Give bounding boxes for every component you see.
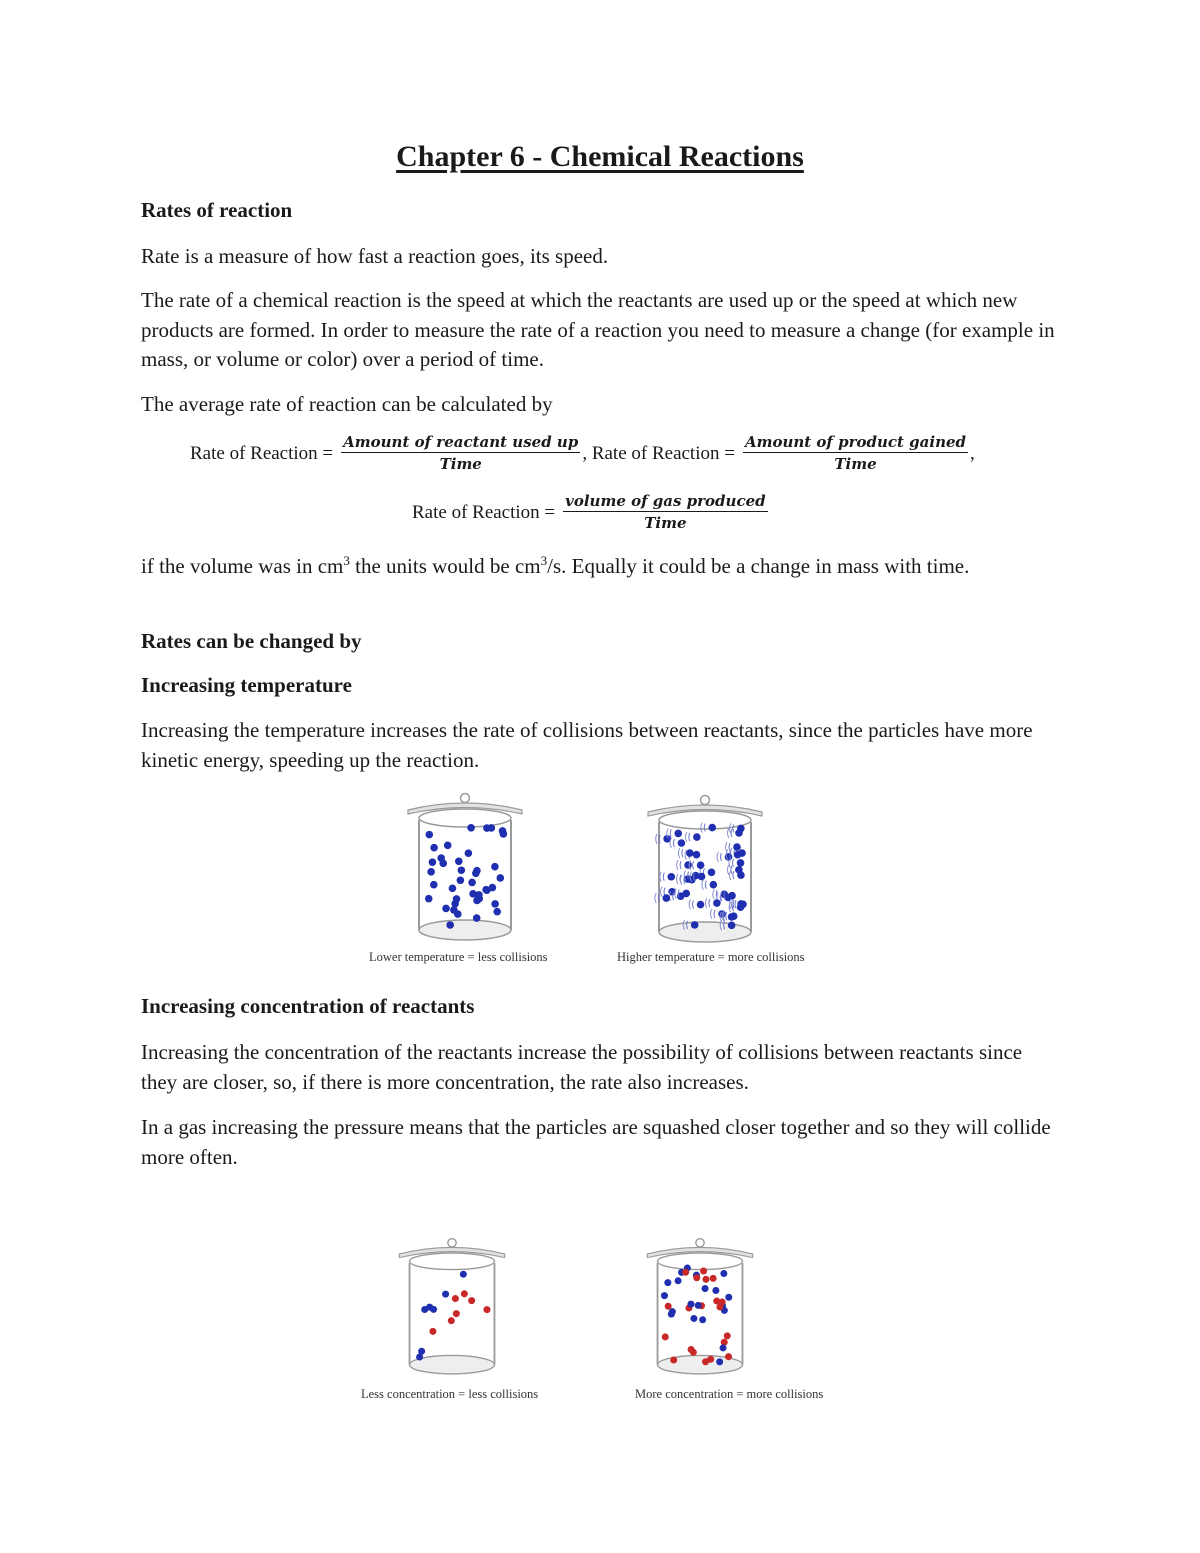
blue-particle <box>489 884 497 892</box>
motion-line <box>731 866 732 874</box>
blue-particle <box>737 859 745 867</box>
motion-line <box>713 889 715 899</box>
red-particle <box>707 1356 714 1363</box>
blue-particle <box>691 921 699 929</box>
blue-particle <box>455 857 463 865</box>
motion-line <box>663 873 664 881</box>
red-particle <box>461 1290 468 1297</box>
blue-particle <box>674 830 682 838</box>
red-particle <box>702 1276 709 1283</box>
units-text-b: the units would be cm <box>349 554 541 578</box>
motion-line <box>670 829 671 837</box>
blue-particle <box>699 1316 706 1323</box>
fraction-product <box>743 432 968 475</box>
motion-line <box>705 881 706 889</box>
red-particle <box>429 1328 436 1335</box>
heading-rates-of-reaction: Rates of reaction <box>141 198 293 222</box>
blue-particle <box>427 868 435 876</box>
blue-particle <box>686 849 694 857</box>
blue-particle <box>697 901 705 909</box>
blue-particle <box>708 824 716 832</box>
motion-line <box>673 892 674 900</box>
red-particle <box>448 1317 455 1324</box>
blue-particle <box>473 914 481 922</box>
motion-line <box>693 861 694 869</box>
paragraph-concentration-2: In a gas increasing the pressure means that the particles are squashed closer together and so they will collide more often. <box>141 1115 1051 1169</box>
equation-comma: , <box>970 442 975 464</box>
blue-particle <box>720 1344 727 1351</box>
motion-line <box>733 859 734 867</box>
blue-particle <box>720 1270 727 1277</box>
fraction-numerator: Amount of reactant used up <box>343 433 579 451</box>
blue-particle <box>735 829 743 837</box>
motion-line <box>727 865 729 875</box>
blue-particle <box>713 899 721 907</box>
blue-particle <box>737 903 745 911</box>
beaker-base <box>419 920 511 940</box>
caption-more-concentration: More concentration = more collisions <box>635 1387 824 1401</box>
fraction-numerator: volume of gas produced <box>565 492 766 510</box>
red-particle <box>670 1357 677 1364</box>
motion-line <box>689 900 691 910</box>
motion-line <box>682 849 683 857</box>
blue-particle <box>416 1353 423 1360</box>
blue-particle <box>684 861 692 869</box>
motion-line <box>701 823 703 833</box>
equation-label: , Rate of Reaction = <box>582 442 735 464</box>
blue-particle <box>426 1304 433 1311</box>
motion-line <box>689 833 690 841</box>
beaker-less-concentration-figure <box>392 1232 512 1382</box>
blue-particle <box>667 873 675 881</box>
blue-particle <box>488 824 496 832</box>
blue-particle <box>449 885 457 893</box>
beaker-base <box>659 922 751 942</box>
blue-particle <box>442 1291 449 1298</box>
motion-line <box>660 872 662 882</box>
blue-particle <box>457 876 465 884</box>
blue-particle <box>733 843 741 851</box>
blue-particle <box>664 1279 671 1286</box>
motion-line <box>705 898 707 908</box>
fraction-denominator: Time <box>439 455 482 473</box>
blue-particle <box>473 867 481 875</box>
blue-particle <box>728 913 736 921</box>
red-particle <box>725 1353 732 1360</box>
blue-particle <box>430 844 438 852</box>
fraction-numerator: Amount of product gained <box>744 433 967 451</box>
motion-line <box>735 900 736 908</box>
motion-line <box>678 848 680 858</box>
blue-particle <box>678 839 686 847</box>
motion-line <box>709 899 710 907</box>
lid-knob <box>448 1239 456 1247</box>
motion-line <box>680 861 681 869</box>
motion-line <box>731 829 732 837</box>
red-particle <box>453 1310 460 1317</box>
motion-line <box>676 874 678 884</box>
equation-label: Rate of Reaction = <box>190 442 334 464</box>
beaker-rim <box>419 809 511 827</box>
motion-line <box>733 824 734 832</box>
blue-particle <box>682 890 690 898</box>
equation-line-2 <box>412 491 770 534</box>
blue-particle <box>725 1294 732 1301</box>
blue-particle <box>698 873 706 881</box>
beaker-high-temperature-figure <box>640 792 770 947</box>
blue-particle <box>458 866 466 874</box>
blue-particle <box>453 895 461 903</box>
fraction-gas <box>563 491 767 534</box>
motion-line <box>714 910 715 918</box>
motion-line <box>704 824 705 832</box>
heading-rates-changed-by: Rates can be changed by <box>141 629 362 653</box>
red-particle <box>452 1295 459 1302</box>
units-text-a: if the volume was in cm <box>141 554 344 578</box>
motion-line <box>656 834 658 844</box>
blue-particle <box>491 863 499 871</box>
red-particle <box>688 1346 695 1353</box>
motion-line <box>693 901 694 909</box>
motion-line <box>717 852 719 862</box>
blue-particle <box>465 849 473 857</box>
blue-particle <box>493 908 501 916</box>
blue-particle <box>467 824 475 832</box>
beaker-more-concentration-figure <box>640 1232 760 1382</box>
blue-particle <box>675 1277 682 1284</box>
motion-line <box>729 870 731 880</box>
red-particle <box>665 1303 672 1310</box>
red-particle <box>716 1304 723 1311</box>
blue-particle <box>737 871 745 879</box>
red-particle <box>724 1332 731 1339</box>
motion-line <box>655 893 657 903</box>
beaker-rim <box>410 1253 495 1270</box>
motion-line <box>685 832 687 842</box>
motion-line <box>675 888 677 898</box>
fraction-denominator: Time <box>644 514 687 532</box>
blue-particle <box>697 861 705 869</box>
blue-particle <box>695 1302 702 1309</box>
heading-increasing-temperature: Increasing temperature <box>141 673 352 697</box>
blue-particle <box>661 1292 668 1299</box>
blue-particle <box>728 922 736 930</box>
red-particle <box>662 1333 669 1340</box>
paragraph-temperature: Increasing the temperature increases the rate of collisions between reactants, since the particles have more kinetic energy, speeding up the reaction. <box>141 718 1033 772</box>
blue-particle <box>444 842 452 850</box>
heading-increasing-concentration: Increasing concentration of reactants <box>141 994 475 1018</box>
red-particle <box>483 1306 490 1313</box>
motion-line <box>728 828 730 838</box>
equation-line-1 <box>190 432 975 475</box>
motion-line <box>725 842 727 852</box>
motion-line <box>702 880 704 890</box>
beaker-rim <box>659 811 751 829</box>
motion-line <box>720 853 721 861</box>
blue-particle <box>690 1315 697 1322</box>
blue-particle <box>468 879 476 887</box>
beaker-rim <box>658 1253 743 1270</box>
equation-label: Rate of Reaction = <box>412 501 556 523</box>
motion-line <box>661 887 663 897</box>
fraction-denominator: Time <box>834 455 877 473</box>
blue-particle <box>491 900 499 908</box>
motion-line <box>673 839 674 847</box>
motion-line <box>729 858 731 868</box>
blue-particle <box>708 869 716 877</box>
motion-line <box>685 850 687 860</box>
lid-knob <box>461 794 470 803</box>
superscript-3: 3 <box>343 553 350 568</box>
blue-particle <box>439 860 447 868</box>
blue-particle <box>702 1285 709 1292</box>
caption-less-concentration: Less concentration = less collisions <box>361 1387 539 1401</box>
red-particle <box>710 1275 717 1282</box>
blue-particle <box>446 921 454 929</box>
blue-particle <box>687 1301 694 1308</box>
paragraph-rate-explanation: The rate of a chemical reaction is the speed at which the reactants are used up or the speed at which new products are formed. In order to measure the rate of a reaction you need to measure a change (for example in mass, or volume or color) over a period of time. <box>141 288 1055 371</box>
blue-particle <box>499 827 507 835</box>
blue-particle <box>429 858 437 866</box>
lid-knob <box>701 796 710 805</box>
caption-higher-temperature: Higher temperature = more collisions <box>617 950 805 964</box>
motion-line <box>711 909 713 919</box>
red-particle <box>700 1268 707 1275</box>
red-particle <box>468 1297 475 1304</box>
blue-particle <box>450 906 458 914</box>
page-title: Chapter 6 - Chemical Reactions <box>396 140 804 173</box>
motion-line <box>670 838 672 848</box>
motion-line <box>726 912 727 920</box>
blue-particle <box>497 874 505 882</box>
blue-particle <box>710 881 718 889</box>
blue-particle <box>430 881 438 889</box>
blue-particle <box>442 905 450 913</box>
red-particle <box>682 1269 689 1276</box>
motion-line <box>677 860 679 870</box>
units-text-c: /s. Equally it could be a change in mass with time. <box>547 554 970 578</box>
blue-particle <box>475 891 483 899</box>
motion-line <box>667 828 669 838</box>
paragraph-average-rate: The average rate of reaction can be calculated by <box>141 392 553 416</box>
red-particle <box>693 1274 700 1281</box>
blue-particle <box>716 1358 723 1365</box>
blue-particle <box>425 895 433 903</box>
motion-line <box>659 835 660 843</box>
blue-particle <box>693 833 701 841</box>
lid-knob <box>696 1239 704 1247</box>
blue-particle <box>728 892 736 900</box>
blue-particle <box>693 851 701 859</box>
blue-particle <box>425 831 433 839</box>
caption-lower-temperature: Lower temperature = less collisions <box>369 950 548 964</box>
blue-particle <box>460 1271 467 1278</box>
blue-particle <box>712 1287 719 1294</box>
paragraph-units <box>141 552 1061 582</box>
blue-particle <box>734 851 742 859</box>
beaker-low-temperature-figure <box>400 790 530 945</box>
superscript-3: 3 <box>540 553 548 568</box>
paragraph-rate-definition: Rate is a measure of how fast a reaction goes, its speed. <box>141 244 609 268</box>
fraction-reactant <box>341 432 580 475</box>
paragraph-concentration-1: Increasing the concentration of the reactants increase the possibility of collisions between reactants since they are closer, so, if there is more concentration, the rate also increases. <box>141 1040 1023 1094</box>
blue-particle <box>663 894 671 902</box>
motion-line <box>680 875 682 885</box>
motion-line <box>733 871 734 879</box>
motion-line <box>729 843 730 851</box>
